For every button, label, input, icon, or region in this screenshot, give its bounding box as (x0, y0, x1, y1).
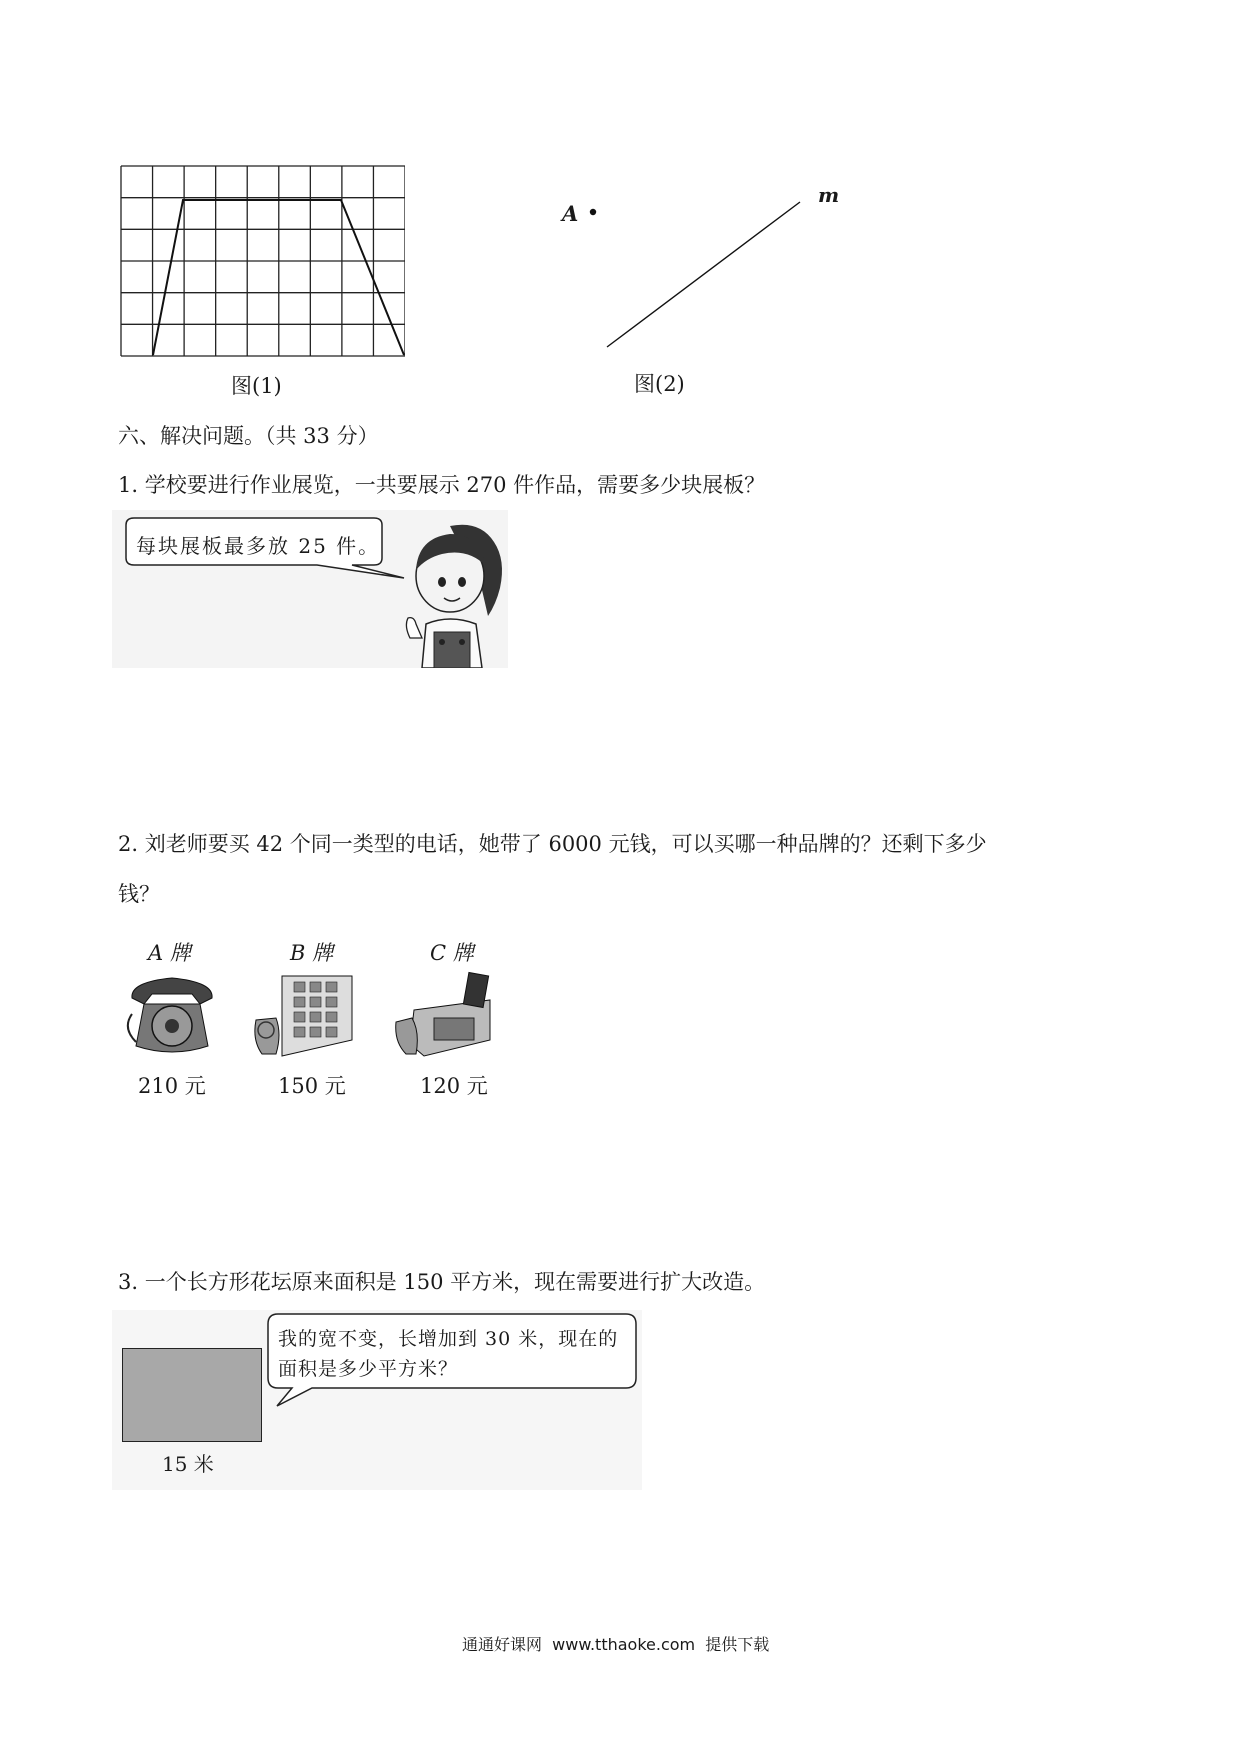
section-6-heading: 六、解决问题。（共 33 分） (118, 424, 379, 448)
speech-bubble-3-line2: 面积是多少平方米？ (278, 1358, 459, 1380)
figure-2-caption: 图(2) (634, 372, 685, 396)
point-a-dot (590, 209, 596, 215)
point-a-label: A (562, 201, 579, 226)
rotary-phone-icon (122, 970, 222, 1060)
footer-text: 通通好课网 www.tthaoke.com 提供下载 (462, 1635, 770, 1654)
phone-c-price: 120 元 (420, 1074, 488, 1098)
question-1-illustration (112, 510, 508, 668)
speech-bubble-3-line1: 我的宽不变，长增加到 30 米，现在的 (278, 1328, 619, 1350)
phone-a-label: A 牌 (148, 941, 191, 965)
phone-a-price: 210 元 (138, 1074, 206, 1098)
figure-1 (120, 165, 405, 357)
figure-1-caption: 图(1) (231, 374, 282, 398)
girl-avatar (406, 525, 502, 668)
keypad-phone-icon (252, 970, 356, 1062)
point-line-figure (555, 180, 815, 350)
question-2-text-line1: 2. 刘老师要买 42 个同一类型的电话，她带了 6000 元钱，可以买哪一种品牌的？还剩下多少 (118, 832, 987, 856)
figure-2 (555, 180, 815, 350)
question-3-illustration (112, 1310, 642, 1490)
question-1-text: 1. 学校要进行作业展览，一共要展示 270 件作品，需要多少块展板？ (118, 473, 766, 497)
line-m (607, 202, 800, 347)
phone-b-price: 150 元 (278, 1074, 346, 1098)
grid-lines (121, 166, 405, 356)
phone-b-label: B 牌 (290, 941, 334, 965)
line-m-label: m (818, 183, 840, 207)
question-3-text: 3. 一个长方形花坛原来面积是 150 平方米，现在需要进行扩大改造。 (118, 1270, 766, 1294)
speech-bubble-1-text: 每块展板最多放 25 件。 (136, 534, 381, 558)
grid-trapezoid-figure (120, 165, 405, 357)
flower-bed-width-label: 15 米 (162, 1452, 214, 1476)
cordless-phone-icon (394, 970, 498, 1062)
phone-c-label: C 牌 (430, 941, 474, 965)
question-2-text-line2: 钱？ (118, 882, 160, 906)
